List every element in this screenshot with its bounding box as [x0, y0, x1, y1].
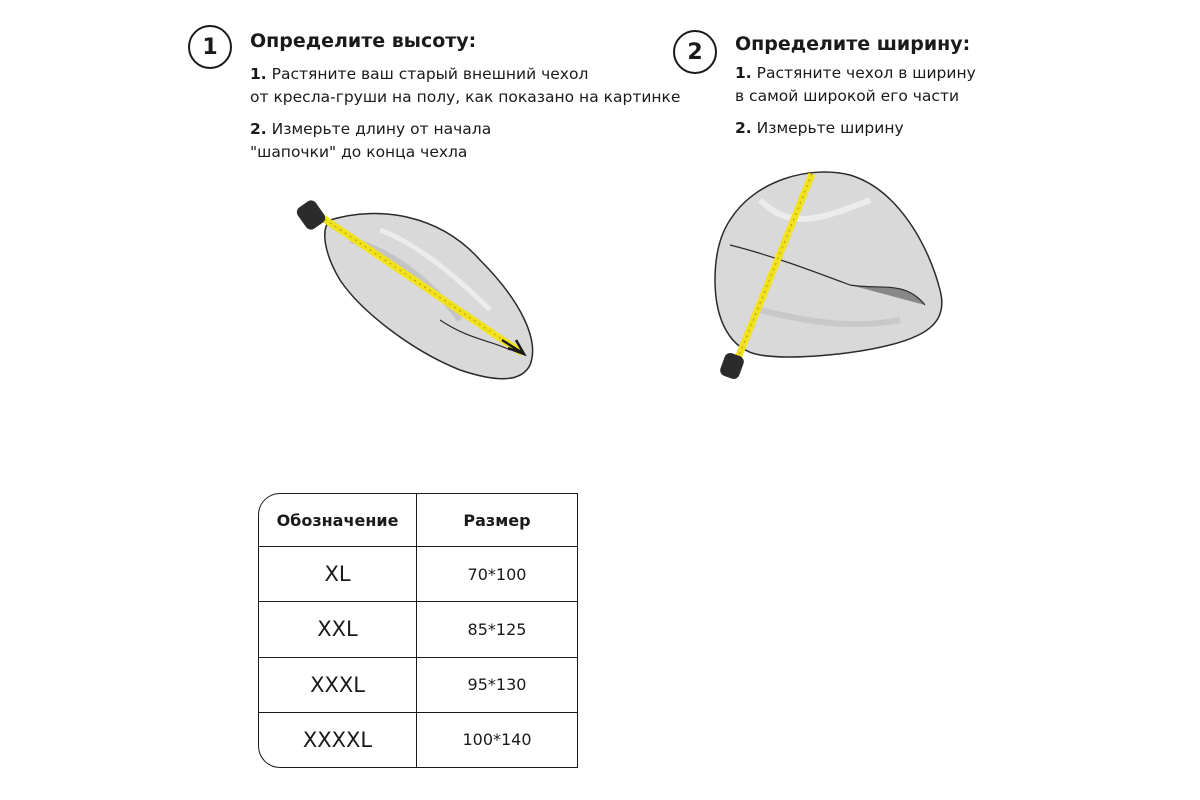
size-value: 100*140 — [417, 713, 578, 768]
step-1-line-1-text: Растяните ваш старый внешний чехол — [266, 65, 589, 83]
table-row — [258, 658, 578, 713]
step-2-number — [673, 30, 717, 74]
header-size: Размер — [417, 493, 578, 547]
step-2-number-text: 2 — [687, 39, 703, 65]
step-1-number-text: 1 — [202, 34, 218, 60]
step-2-line-3-num: 2. — [735, 119, 752, 137]
size-value: 85*125 — [417, 602, 578, 657]
step-2-title: Определите ширину: — [735, 33, 971, 55]
size-label: XXL — [258, 602, 417, 657]
size-label: XL — [258, 547, 417, 602]
size-label: XXXXL — [258, 713, 417, 768]
step-1-line-3-num: 2. — [250, 120, 267, 138]
step-2-line-1-text: Растяните чехол в ширину — [751, 64, 976, 82]
step-1-instructions — [250, 63, 680, 164]
table-header-row — [258, 493, 578, 547]
step-1-line-3-text: Измерьте длину от начала — [266, 120, 492, 138]
step-2-line-3-text: Измерьте ширину — [751, 119, 904, 137]
step-1-line-2: от кресла-груши на полу, как показано на картинке — [250, 88, 681, 106]
step-2-line-1-num: 1. — [735, 64, 752, 82]
size-value: 70*100 — [417, 547, 578, 602]
step-1-line-1-num: 1. — [250, 65, 267, 83]
size-label: XXXL — [258, 658, 417, 713]
size-table — [258, 493, 578, 768]
bag-length-illustration — [290, 190, 550, 390]
step-1-title: Определите высоту: — [250, 30, 477, 52]
step-2-line-2: в самой широкой его части — [735, 87, 960, 105]
step-1-line-3 — [250, 118, 680, 141]
step-1-line-1 — [250, 63, 680, 86]
table-row — [258, 713, 578, 768]
step-2-line-3 — [735, 117, 976, 140]
step-1-line-4: "шапочки" до конца чехла — [250, 143, 468, 161]
header-designation: Обозначение — [258, 493, 417, 547]
table-row — [258, 547, 578, 602]
step-2-line-1 — [735, 62, 976, 85]
table-row — [258, 602, 578, 657]
tape-case — [295, 198, 328, 232]
step-1-number — [188, 25, 232, 69]
step-2-instructions — [735, 62, 976, 140]
size-value: 95*130 — [417, 658, 578, 713]
bag-width-illustration — [700, 160, 960, 390]
